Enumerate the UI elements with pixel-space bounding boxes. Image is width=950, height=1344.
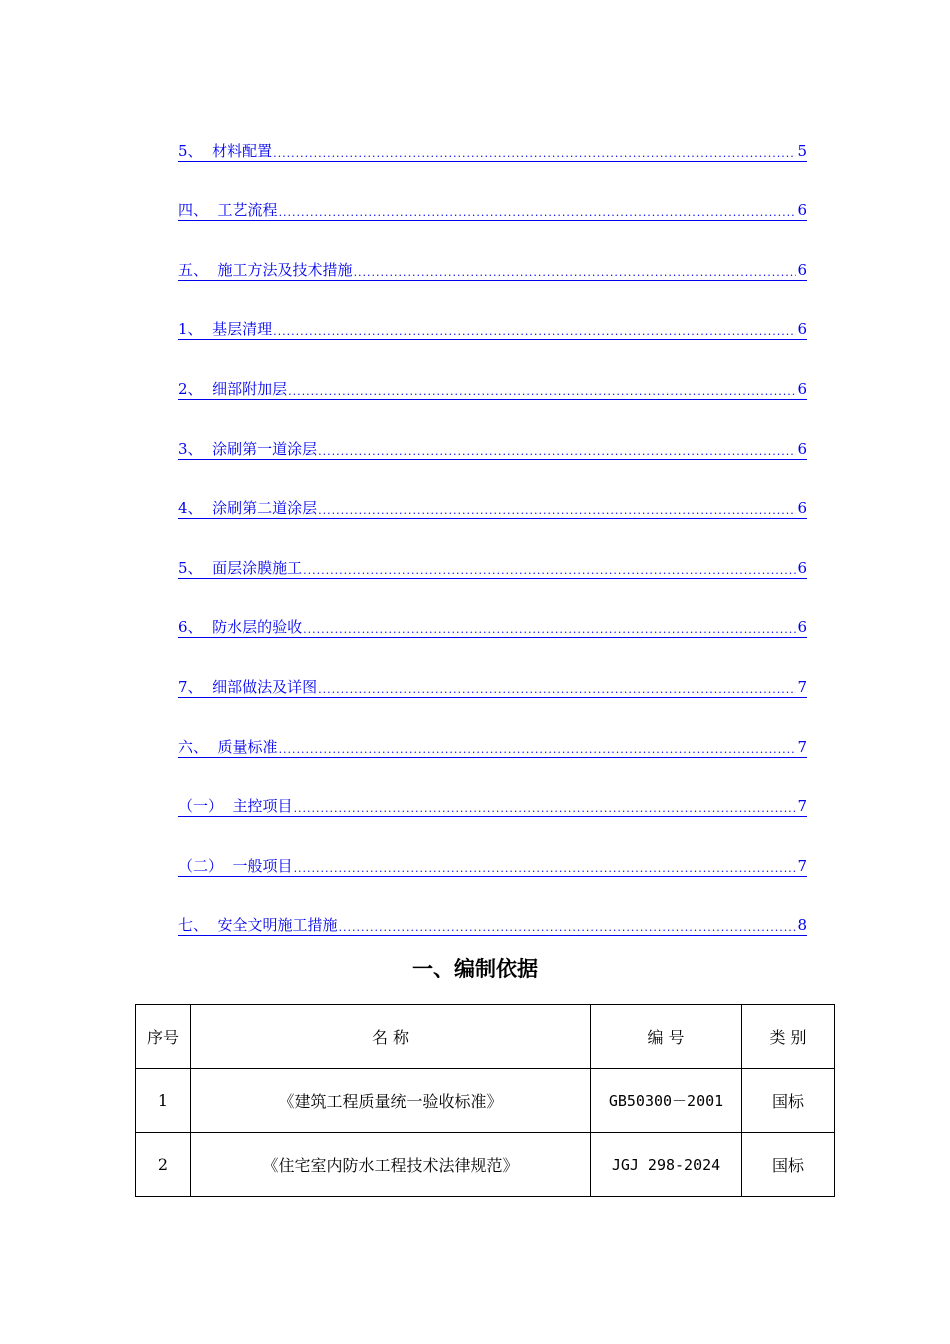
toc-page-number: 7 [797, 797, 807, 816]
toc-entry-main-control-items[interactable] [178, 774, 807, 834]
toc-entry-material-config[interactable] [178, 118, 807, 178]
toc-label: 主控项目 [232, 797, 293, 816]
toc-label: 质量标准 [217, 737, 278, 756]
toc-number: 五、 [178, 260, 218, 279]
header-name: 名 称 [191, 1005, 591, 1069]
toc-number: 1、 [178, 320, 213, 339]
toc-page-number: 5 [797, 141, 807, 160]
toc-entry-detail-additional-layer[interactable] [178, 356, 807, 416]
header-index: 序号 [136, 1005, 191, 1069]
toc-leader-dots [318, 445, 796, 459]
cell-index: 2 [136, 1133, 191, 1197]
table-header-row [136, 1005, 835, 1069]
header-code: 编 号 [591, 1005, 742, 1069]
cell-category: 国标 [742, 1133, 835, 1197]
toc-leader-dots [318, 683, 796, 697]
toc-page-number: 6 [797, 201, 807, 220]
toc-leader-dots [303, 623, 796, 637]
toc-label: 工艺流程 [217, 201, 278, 220]
toc-leader-dots [279, 206, 797, 220]
toc-entry-quality-standard[interactable] [178, 714, 807, 774]
toc-page-number: 6 [797, 618, 807, 637]
toc-leader-dots [339, 921, 797, 935]
toc-leader-dots [294, 862, 797, 876]
toc-label: 涂刷第一道涂层 [212, 439, 318, 458]
toc-label: 施工方法及技术措施 [217, 260, 353, 279]
cell-name: 《建筑工程质量统一验收标准》 [191, 1069, 591, 1133]
toc-number: （二） [178, 856, 233, 875]
cell-category: 国标 [742, 1069, 835, 1133]
toc-number: 四、 [178, 201, 218, 220]
toc-leader-dots [294, 802, 797, 816]
table-of-contents [178, 118, 807, 952]
toc-label: 细部做法及详图 [212, 677, 318, 696]
toc-entry-general-items[interactable] [178, 833, 807, 893]
toc-leader-dots [273, 147, 796, 161]
basis-table [135, 1004, 835, 1197]
toc-entry-first-coat[interactable] [178, 416, 807, 476]
toc-label: 基层清理 [212, 320, 273, 339]
toc-leader-dots [279, 743, 797, 757]
toc-number: 6、 [178, 618, 213, 637]
toc-entry-construction-methods[interactable] [178, 237, 807, 297]
toc-label: 防水层的验收 [212, 618, 303, 637]
toc-page-number: 6 [797, 260, 807, 279]
cell-name: 《住宅室内防水工程技术法律规范》 [191, 1133, 591, 1197]
toc-number: 2、 [178, 379, 213, 398]
toc-page-number: 7 [797, 677, 807, 696]
toc-label: 材料配置 [212, 141, 273, 160]
toc-label: 涂刷第二道涂层 [212, 499, 318, 518]
toc-page-number: 6 [797, 558, 807, 577]
toc-label: 一般项目 [232, 856, 293, 875]
toc-leader-dots [288, 385, 796, 399]
toc-page-number: 8 [797, 916, 807, 935]
toc-number: 4、 [178, 499, 213, 518]
toc-number: （一） [178, 797, 233, 816]
header-category: 类 别 [742, 1005, 835, 1069]
toc-entry-second-coat[interactable] [178, 476, 807, 536]
cell-index: 1 [136, 1069, 191, 1133]
toc-leader-dots [354, 266, 797, 280]
table-row [136, 1133, 835, 1197]
toc-number: 3、 [178, 439, 213, 458]
toc-leader-dots [303, 564, 796, 578]
toc-page-number: 6 [797, 320, 807, 339]
toc-leader-dots [318, 504, 796, 518]
toc-number: 七、 [178, 916, 218, 935]
toc-page-number: 6 [797, 379, 807, 398]
toc-number: 5、 [178, 558, 213, 577]
cell-code: GB50300－2001 [591, 1069, 742, 1133]
cell-code: JGJ 298-2024 [591, 1133, 742, 1197]
toc-number: 5、 [178, 141, 213, 160]
toc-entry-detail-drawings[interactable] [178, 654, 807, 714]
toc-label: 细部附加层 [212, 379, 288, 398]
toc-entry-top-coat[interactable] [178, 535, 807, 595]
toc-entry-process-flow[interactable] [178, 178, 807, 238]
toc-page-number: 6 [797, 439, 807, 458]
toc-label: 安全文明施工措施 [217, 916, 338, 935]
toc-leader-dots [273, 325, 796, 339]
table-row [136, 1069, 835, 1133]
toc-number: 六、 [178, 737, 218, 756]
toc-entry-waterproof-acceptance[interactable] [178, 595, 807, 655]
toc-number: 7、 [178, 677, 213, 696]
toc-page-number: 7 [797, 737, 807, 756]
toc-label: 面层涂膜施工 [212, 558, 303, 577]
toc-page-number: 7 [797, 856, 807, 875]
toc-page-number: 6 [797, 499, 807, 518]
toc-entry-safety-measures[interactable] [178, 893, 807, 953]
toc-entry-base-cleaning[interactable] [178, 297, 807, 357]
section-heading: 一、编制依据 [412, 957, 538, 981]
